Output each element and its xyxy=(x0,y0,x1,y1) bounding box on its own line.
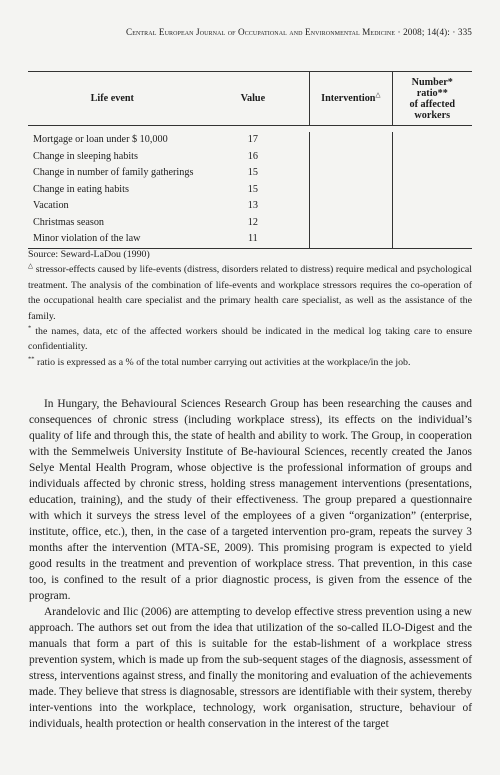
value-cell: 11 xyxy=(197,231,310,248)
triangle-mark: △ xyxy=(375,91,381,99)
ratio-cell xyxy=(392,198,472,215)
value-cell: 15 xyxy=(247,167,258,178)
note-ratio: ** ratio is expressed as a % of the total number carrying out activities at the workplace/in the job. xyxy=(28,355,411,368)
intervention-cell xyxy=(310,182,392,199)
table-row xyxy=(28,132,472,149)
table-source: Source: Seward-LaDou (1990) xyxy=(28,249,150,260)
ratio-cell xyxy=(392,215,472,232)
life-event-cell: Christmas season xyxy=(33,216,105,228)
table-row xyxy=(28,149,472,166)
table-row xyxy=(28,182,472,199)
table-row xyxy=(28,231,472,248)
body-paragraph-arandelovic: Arandelovic and Ilic (2006) are attempting to develop effective stress prevention using a new approach. The authors set out from the idea that utilization of the so-called ILO-Digest and the manuals that form a part of this is suitable for the estab-lishment of a workplace stress prevention system, which is made up from the sub-sequent stages of the diagnosis, assessment of stress, interventions against stress, and finally the monitoring and evaluation of the achievements made. They believe that stress is diagnosable, stressors are identifiable with their system, thereby inter-ventions into the workplace, technology, work organisation, structure, behaviour of individuals, health protection or health conservation in the interest of the target xyxy=(29,606,472,730)
life-event-table xyxy=(28,72,472,249)
table-row xyxy=(28,165,472,182)
running-head xyxy=(126,27,472,37)
ratio-cell xyxy=(392,149,472,166)
journal-citation: · 2008; 14(4): · 335 xyxy=(397,27,472,37)
note-intervention: △ stressor-effects caused by life-events (distress, disorders related to distress) require medical and psychological treatment. The analysis of the combination of life-events and workplace stressors requires the co-operation of the occupational health care specialist and the primary health care specialist, as well as the assistance of the family. xyxy=(28,263,472,322)
ratio-cell xyxy=(392,182,472,199)
table-header-row xyxy=(28,72,472,126)
life-event-cell: Minor violation of the law xyxy=(28,231,197,248)
life-event-cell: Change in eating habits xyxy=(33,183,129,195)
value-cell: 15 xyxy=(247,183,258,195)
header-number-ratio: Number* ratio** of affected workers xyxy=(392,72,472,126)
intervention-cell xyxy=(310,149,392,166)
note-confidentiality: * the names, data, etc of the affected workers should be indicated in the medical log taking care to ensure confidentiality. xyxy=(28,324,472,353)
ratio-cell xyxy=(392,231,472,248)
intervention-cell xyxy=(310,165,392,182)
life-event-cell: Mortgage or loan under $ 10,000 xyxy=(33,134,168,145)
value-cell: 17 xyxy=(247,134,258,145)
header-life-event: Life event xyxy=(28,72,197,126)
value-cell: 16 xyxy=(247,150,258,162)
intervention-cell xyxy=(310,132,392,149)
table-row xyxy=(28,198,472,215)
journal-name: Central European Journal of Occupational and Environmental Medicine xyxy=(125,27,396,37)
body-paragraph-hungary: In Hungary, the Behavioural Sciences Research Group has been researching the causes and consequences of chronic stress (including workplace stress), its effects on the individual’s quality of life and through this, the state of health and ability to work. The Group, in cooperation with the Semmelweis University Institute of Be-havioural Sciences, recently created the Janos Selye Mental Health Program, whose objective is the professional information of groups and individuals affected by chronic stress, holding stress management interventions (presentations, education, training), and the study of their effectiveness. The group prepared a questionnaire with which it surveys the stress level of the employees of a given “organization” (enterprise, institute, office, etc.), then, in the case of a targeted intervention pro-gram, repeats the survey 3 months after the intervention (MTA-SE, 2009). This promising program is expected to yield good results in the treatment and prevention of workplace stress. That prevention, in this case too, is confined to the result of a prior diagnostic process, is given from the essence of the program. xyxy=(29,398,472,602)
life-event-cell: Vacation xyxy=(33,200,69,211)
value-cell: 12 xyxy=(247,216,258,228)
value-cell: 13 xyxy=(247,200,258,211)
table-row xyxy=(28,215,472,232)
life-event-cell: Change in sleeping habits xyxy=(33,150,138,162)
header-intervention: Intervention△ xyxy=(310,72,392,126)
intervention-cell xyxy=(310,198,392,215)
ratio-cell xyxy=(392,165,472,182)
intervention-cell xyxy=(310,231,392,248)
life-event-cell: Change in number of family gatherings xyxy=(33,167,194,178)
header-value: Value xyxy=(197,72,310,126)
body-text xyxy=(29,396,472,732)
intervention-cell xyxy=(310,215,392,232)
table-notes xyxy=(28,247,472,370)
ratio-cell xyxy=(392,132,472,149)
